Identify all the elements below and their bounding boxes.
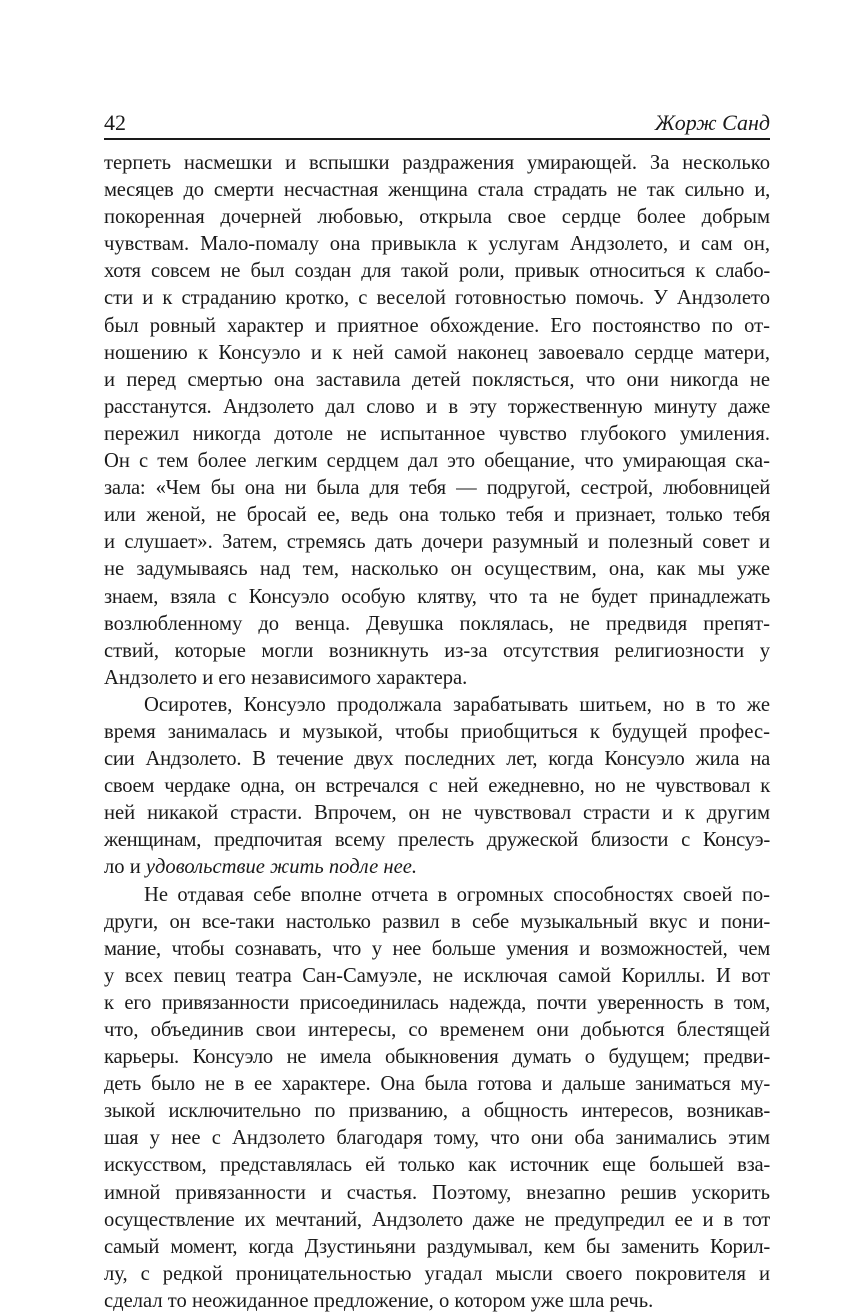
text-line: женщинам, предпочитая всему прелесть дружеской близости с Консуэ- — [104, 829, 770, 852]
text-line: лу, с редкой проницательностью угадал мысли своего покровителя и — [104, 1262, 770, 1285]
text-line: покоренная дочерней любовью, открыла свое сердце более добрым — [104, 206, 770, 229]
running-title: Жорж Санд — [654, 110, 770, 135]
text-line: или женой, не бросай ее, ведь она только тебя и признает, только тебя — [104, 504, 770, 527]
text-line: Он с тем более легким сердцем дал это обещание, что умирающая ска- — [104, 450, 770, 473]
text-line: возлюбленному до венца. Девушка поклялась, не предвидя препят- — [104, 612, 770, 635]
text-line: что, объединив свои интересы, со временем они добьются блестящей — [104, 1019, 770, 1041]
text-line: зала: «Чем бы она ни была для тебя — подругой, сестрой, любовницей — [104, 477, 770, 500]
text-line: знаем, взяла с Консуэло особую клятву, что та не будет принадлежать — [104, 585, 770, 608]
text-line: шая у нее с Андзолето благодаря тому, что они оба занимались этим — [104, 1127, 770, 1150]
text-line: у всех певиц театра Сан-Самуэле, не исключая самой Кориллы. И вот — [104, 964, 770, 987]
text-line: не задумываясь над тем, насколько он осуществим, она, как мы уже — [104, 558, 770, 581]
text-line: имной привязанности и счастья. Поэтому, внезапно решив ускорить — [104, 1181, 770, 1204]
text-line: и перед смертью она заставила детей поклясться, что они никогда не — [104, 368, 770, 391]
text-line: ствий, которые могли возникнуть из-за отсутствия религиозности у — [104, 639, 770, 662]
text-line — [104, 854, 770, 881]
text-line: самый момент, когда Дзустиньяни раздумывал, кем бы заменить Корил- — [104, 1235, 770, 1258]
text-line: карьеры. Консуэло не имела обыкновения думать о будущем; предви- — [104, 1046, 770, 1069]
text-line: ношению к Консуэло и к ней самой наконец завоевало сердце матери, — [104, 341, 770, 364]
text-line: Андзолето и его независимого характера. — [104, 666, 468, 689]
text-line: время занималась и музыкой, чтобы приобщиться к будущей профес- — [104, 720, 770, 743]
page-header — [104, 108, 770, 140]
text-line: пережил никогда дотоле не испытанное чувство глубокого умиления. — [104, 422, 770, 445]
text-line: други, он все-таки настолько развил в себе музыкальный вкус и пони- — [104, 910, 770, 933]
text-line: месяцев до смерти несчастная женщина стала страдать не так сильно и, — [104, 179, 770, 202]
text-line: и слушает». Затем, стремясь дать дочери разумный и полезный совет и — [104, 531, 770, 554]
text-line: зыкой исключительно по призванию, а общность интересов, возникав- — [104, 1100, 770, 1123]
text-line: искусством, представлялась ей только как источник еще большей вза- — [104, 1154, 770, 1177]
paragraph-3 — [104, 882, 770, 1315]
text-line: Осиротев, Консуэло продолжала зарабатывать шитьем, но в то же — [144, 693, 770, 716]
paragraph-2 — [104, 692, 770, 882]
text-line: терпеть насмешки и вспышки раздражения умирающей. За несколько — [104, 152, 770, 174]
text-line: Не отдавая себе вполне отчета в огромных способностях своей по- — [144, 883, 770, 906]
text-line: своем чердаке одна, он встречался с ней ежедневно, но не чувствовал к — [104, 775, 770, 798]
text-line-italic: удовольствие жить подле нее. — [145, 856, 418, 879]
text-line: ней никакой страсти. Впрочем, он не чувствовал страсти и к другим — [104, 802, 770, 825]
text-line: осуществление их мечтаний, Андзолето даже не предупредил ее и в тот — [104, 1208, 770, 1231]
text-line: сделал то неожиданное предложение, о котором уже шла речь. — [104, 1289, 654, 1312]
paragraph-1 — [104, 150, 770, 692]
text-line: чувствам. Мало-помалу она привыкла к услугам Андзолето, и сам он, — [104, 233, 770, 256]
text-line: хотя совсем не был создан для такой роли, привык относиться к слабо- — [104, 260, 770, 283]
text-line: мание, чтобы сознавать, что у нее больше умения и возможностей, чем — [104, 937, 770, 960]
text-line: сии Андзолето. В течение двух последних лет, когда Консуэло жила на — [104, 748, 770, 771]
text-line: был ровный характер и приятное обхождение. Его постоянство по от- — [104, 314, 770, 337]
text-line: к его привязанности присоединилась надежда, почти уверенность в том, — [104, 991, 770, 1014]
body-text — [104, 150, 770, 1315]
text-line: сти и к страданию кротко, с веселой готовностью помочь. У Андзолето — [104, 287, 770, 310]
text-line-plain: ло и — [104, 856, 146, 879]
text-line: расстанутся. Андзолето дал слово и в эту торжественную минуту даже — [104, 395, 770, 418]
page-number: 42 — [104, 110, 126, 135]
text-line: деть было не в ее характере. Она была готова и дальше заниматься му- — [104, 1073, 770, 1096]
